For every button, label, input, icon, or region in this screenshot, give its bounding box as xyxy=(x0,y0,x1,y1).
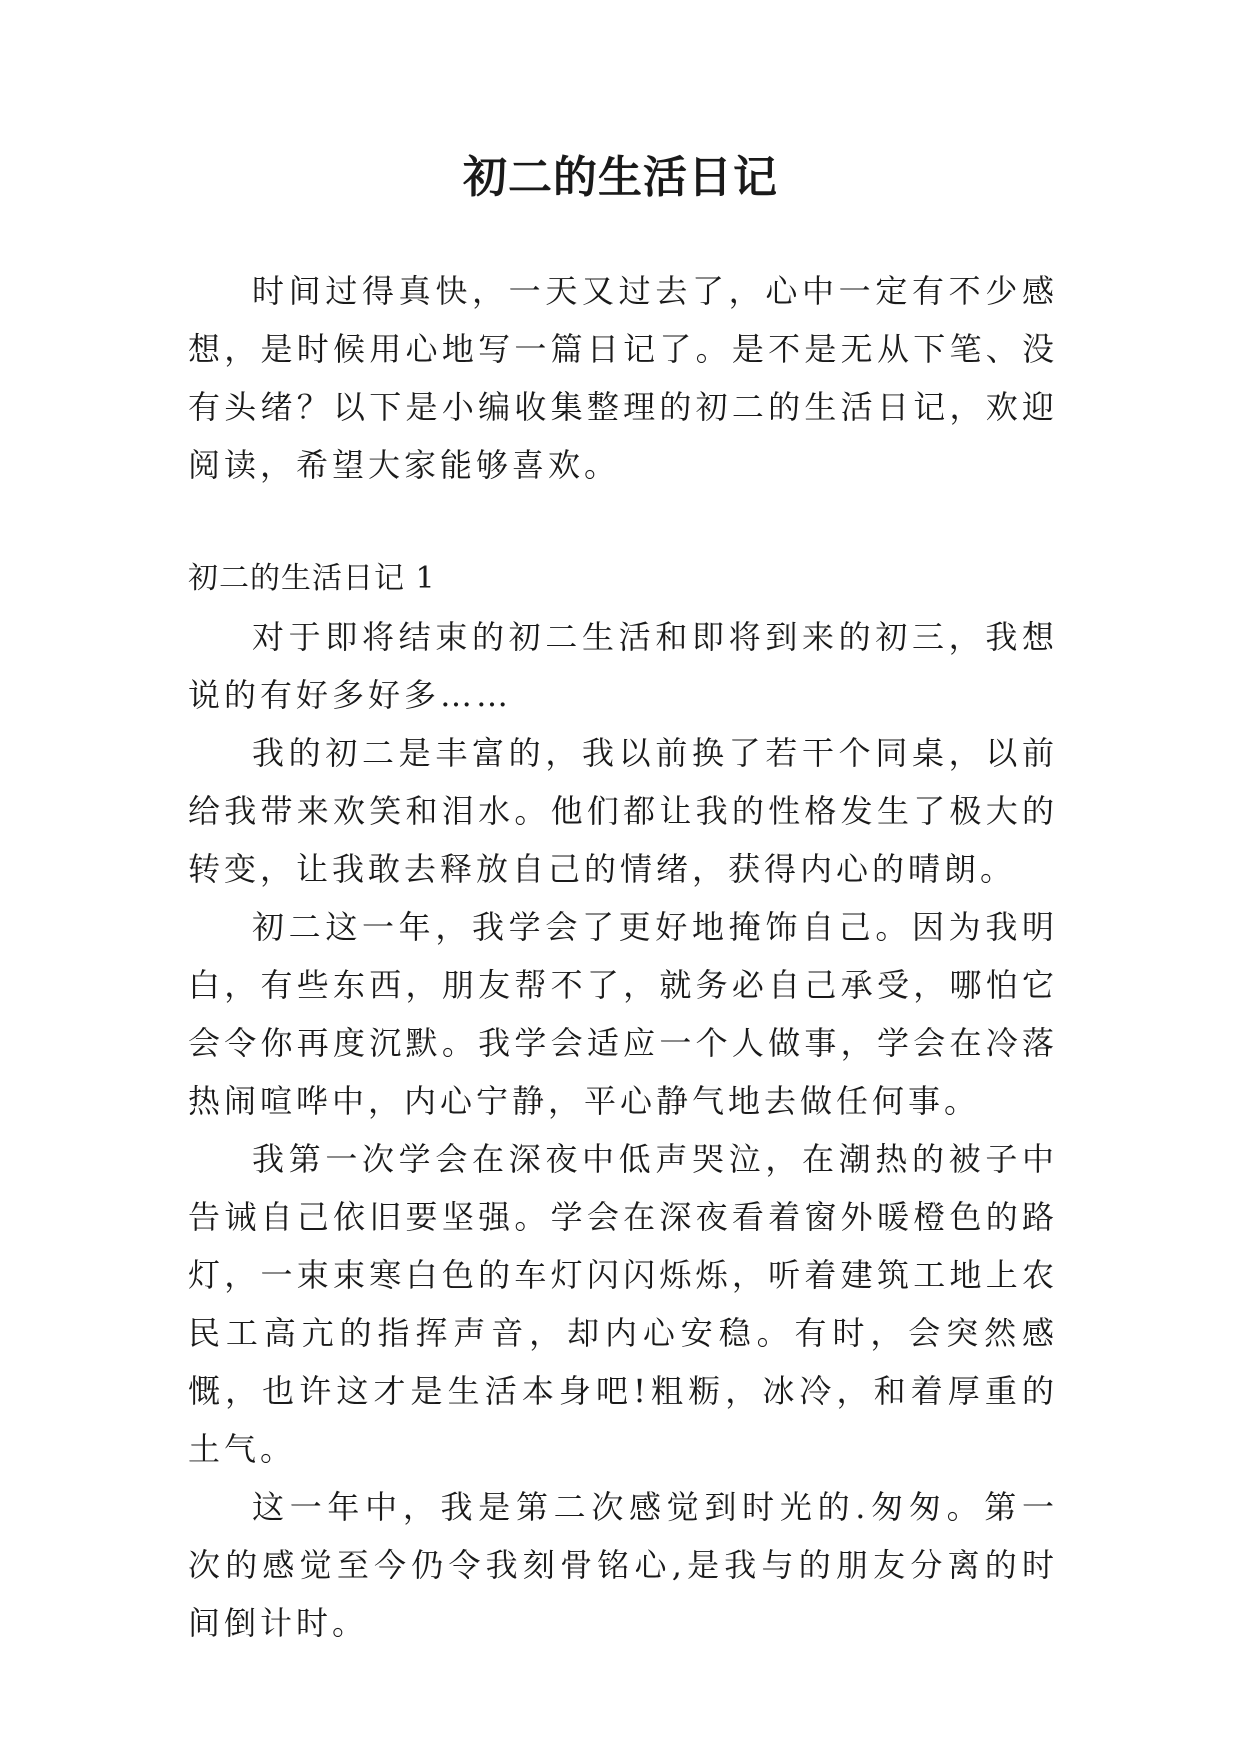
document-body xyxy=(188,262,1058,1652)
body-paragraph: 这一年中，我是第二次感觉到时光的.匆匆。第一次的感觉至今仍令我刻骨铭心,是我与的朋友分离的时间倒计时。 xyxy=(188,1488,1058,1642)
body-paragraph: 对于即将结束的初二生活和即将到来的初三，我想说的有好多好多…… xyxy=(188,618,1058,714)
document-title: 初二的生活日记 xyxy=(463,152,778,203)
body-paragraph: 我的初二是丰富的，我以前换了若干个同桌，以前给我带来欢笑和泪水。他们都让我的性格发生了极大的转变，让我敢去释放自己的情绪，获得内心的晴朗。 xyxy=(188,734,1058,888)
intro-paragraph: 时间过得真快，一天又过去了，心中一定有不少感想，是时候用心地写一篇日记了。是不是无从下笔、没有头绪？以下是小编收集整理的初二的生活日记，欢迎阅读，希望大家能够喜欢。 xyxy=(188,272,1058,484)
body-paragraph: 初二这一年，我学会了更好地掩饰自己。因为我明白，有些东西，朋友帮不了，就务必自己承受，哪怕它会令你再度沉默。我学会适应一个人做事，学会在冷落热闹喧哗中，内心宁静，平心静气地去做任何事。 xyxy=(188,908,1058,1120)
body-paragraph: 我第一次学会在深夜中低声哭泣，在潮热的被子中告诫自己依旧要坚强。学会在深夜看着窗外暖橙色的路灯，一束束寒白色的车灯闪闪烁烁，听着建筑工地上农民工高亢的指挥声音，却内心安稳。有时，会突然感慨，也许这才是生活本身吧!粗粝，冰冷，和着厚重的土气。 xyxy=(188,1140,1058,1468)
section-heading: 初二的生活日记 1 xyxy=(188,561,436,596)
